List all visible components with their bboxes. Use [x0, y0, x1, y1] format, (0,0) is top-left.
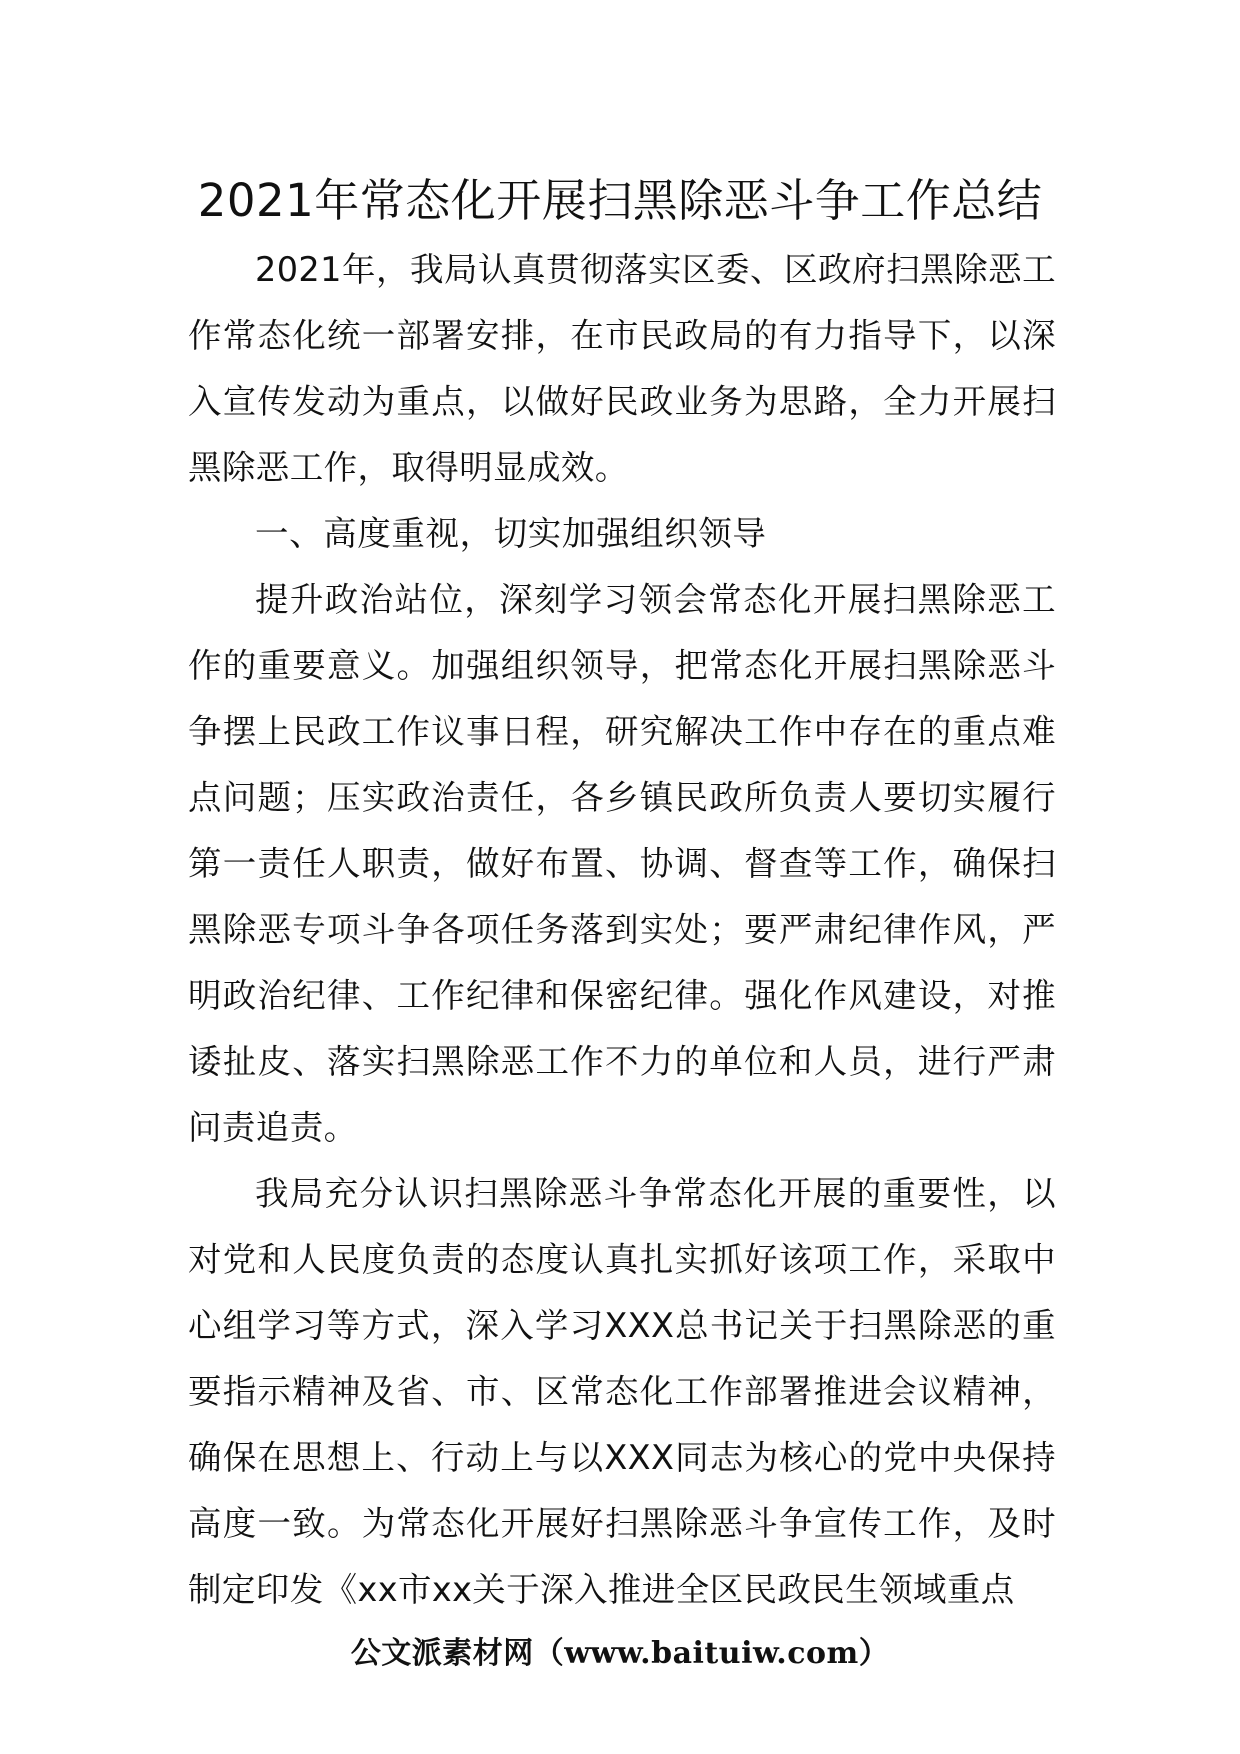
- document-title: 2021年常态化开展扫黑除恶斗争工作总结: [197, 174, 1043, 227]
- paragraph-intro: 2021年，我局认真贯彻落实区委、区政府扫黑除恶工作常态化统一部署安排，在市民政局的有力指导下，以深入宣传发动为重点，以做好民政业务为思路，全力开展扫黑除恶工作，取得明显成效。: [188, 250, 1056, 487]
- paragraph-leadership: 提升政治站位，深刻学习领会常态化开展扫黑除恶工作的重要意义。加强组织领导，把常态化开展扫黑除恶斗争摆上民政工作议事日程，研究解决工作中存在的重点难点问题；压实政治责任，各乡镇民政所负责人要切实履行第一责任人职责，做好布置、协调、督查等工作，确保扫黑除恶专项斗争各项任务落到实处；要严肃纪律作风，严明政治纪律、工作纪律和保密纪律。强化作风建设，对推诿扯皮、落实扫黑除恶工作不力的单位和人员，进行严肃问责追责。: [188, 580, 1056, 1147]
- section-heading-1: 一、高度重视，切实加强组织领导: [255, 514, 767, 553]
- document-body: [188, 237, 1056, 1623]
- paragraph-study: 我局充分认识扫黑除恶斗争常态化开展的重要性，以对党和人民度负责的态度认真扎实抓好该项工作，采取中心组学习等方式，深入学习XXX总书记关于扫黑除恶的重要指示精神及省、市、区常态化工作部署推进会议精神，确保在思想上、行动上与以XXX同志为核心的党中央保持高度一致。为常态化开展好扫黑除恶斗争宣传工作，及时制定印发《xx市xx关于深入推进全区民政民生领域重点: [188, 1174, 1056, 1609]
- page-footer-watermark: 公文派素材网（www.baituiw.com）: [350, 1636, 890, 1671]
